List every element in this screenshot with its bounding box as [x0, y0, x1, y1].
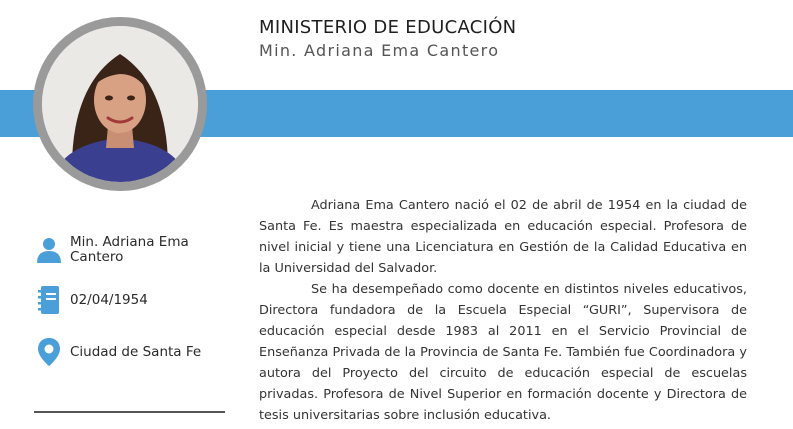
- divider: [34, 411, 225, 413]
- profile-city: Ciudad de Santa Fe: [70, 343, 202, 360]
- person-icon: [34, 235, 64, 265]
- biography: [259, 195, 747, 426]
- info-birthdate: [34, 285, 148, 315]
- location-pin-icon: [34, 337, 64, 367]
- notebook-icon: [34, 285, 64, 315]
- bio-paragraph: Adriana Ema Cantero nació el 02 de abril de 1954 en la ciudad de Santa Fe. Es maestra especializada en educación especial. Profesora de nivel inicial y tiene una Licenciatura en Gestión de la Calidad Educativa en la Universidad del Salvador.: [259, 198, 747, 276]
- profile-name: Min. Adriana Ema Cantero: [70, 234, 189, 265]
- avatar: [33, 17, 207, 191]
- info-city: [34, 337, 201, 367]
- bio-paragraph: Se ha desempeñado como docente en distintos niveles educativos, Directora fundadora de la Escuela Especial “GURI”, Supervisora de educación especial desde 1983 al 2011 en el Servicio Provincial de Enseñanza Privada de la Provincia de Santa Fe. También fue Coordinadora y autora del Proyecto del circuito de educación especial de escuelas privadas. Profesora de Nivel Superior en formación docente y Directora de tesis universitarias sobre inclusión educativa.: [259, 282, 747, 423]
- page-subtitle: Min. Adriana Ema Cantero: [259, 41, 500, 60]
- info-name: [34, 235, 220, 265]
- page-title: MINISTERIO DE EDUCACIÓN: [259, 17, 517, 38]
- portrait-photo: [42, 26, 198, 182]
- profile-birthdate: 02/04/1954: [70, 291, 148, 308]
